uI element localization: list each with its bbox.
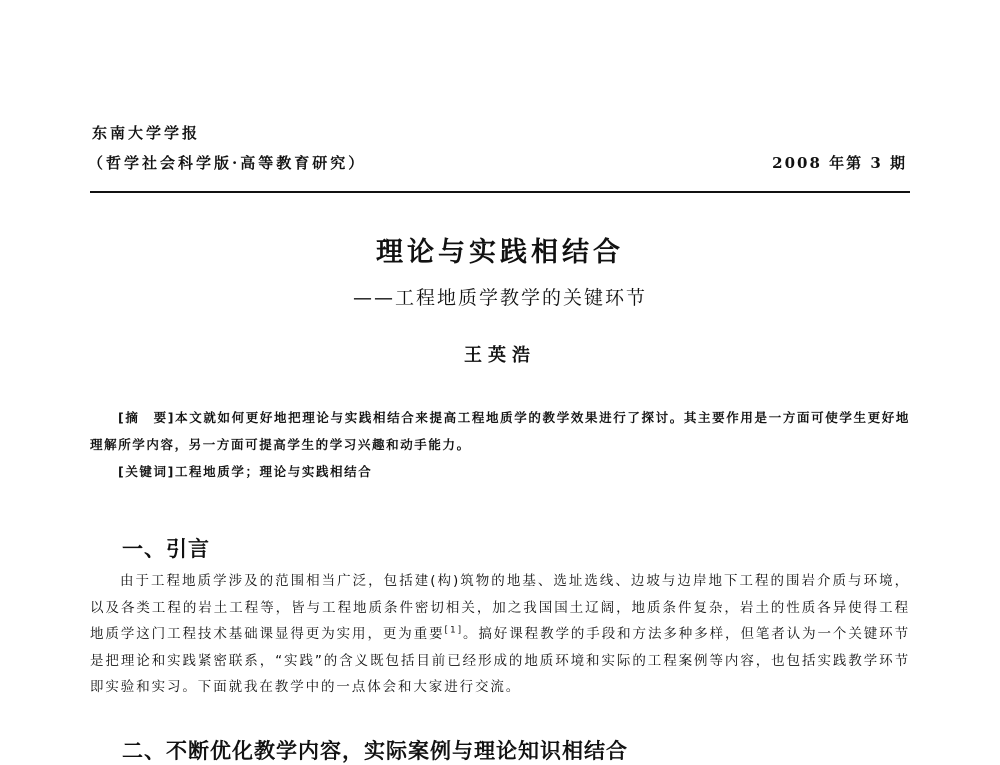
section-introduction-body [90, 568, 910, 701]
section-heading-introduction: 一、引言 [122, 537, 210, 561]
journal-issue: 2008 年第 3 期 [772, 154, 907, 172]
paragraph [90, 568, 910, 701]
journal-edition: （哲学社会科学版·高等教育研究） [88, 154, 367, 172]
abstract-text: 本文就如何更好地把理论与实践相结合来提高工程地质学的教学效果进行了探讨。其主要作用是一方面可使学生更好地理解所学内容，另一方面可提高学生的学习兴趣和动手能力。 [90, 410, 910, 452]
keywords-text: 工程地质学；理论与实践相结合 [174, 464, 373, 479]
journal-name: 东南大学学报 [92, 124, 201, 142]
keywords-label: [关键词] [118, 464, 175, 479]
paragraph-text-continued: 。搞好课程教学的手段和方法多种多样，但笔者认为一个关键环节是把理论和实践紧密联系，“实践”的含义既包括目前已经形成的地质环境和实际的工程案例等内容，也包括实践教学环节即实验和实习。下面就我在教学中的一点体会和大家进行交流。 [90, 626, 910, 695]
abstract-block [90, 404, 910, 485]
paragraph-text: 由于工程地质学涉及的范围相当广泛，包括建(构)筑物的地基、选址选线、边坡与边岸地下工程的围岩介质与环境，以及各类工程的岩土工程等，皆与工程地质条件密切相关，加之我国国土辽阔，地质条件复杂，岩土的性质各异使得工程地质学这门工程技术基础课显得更为实用，更为重要 [90, 573, 910, 642]
header-rule [90, 191, 910, 193]
article-subtitle: ——工程地质学教学的关键环节 [352, 287, 647, 309]
article-author: 王英浩 [464, 345, 536, 366]
section-heading-teaching-content: 二、不断优化教学内容，实际案例与理论知识相结合 [122, 739, 628, 763]
article-title: 理论与实践相结合 [376, 237, 624, 268]
abstract [90, 404, 910, 458]
keywords [90, 458, 910, 485]
citation-reference[interactable]: [1] [444, 625, 463, 636]
abstract-label: [摘 要] [118, 410, 176, 425]
